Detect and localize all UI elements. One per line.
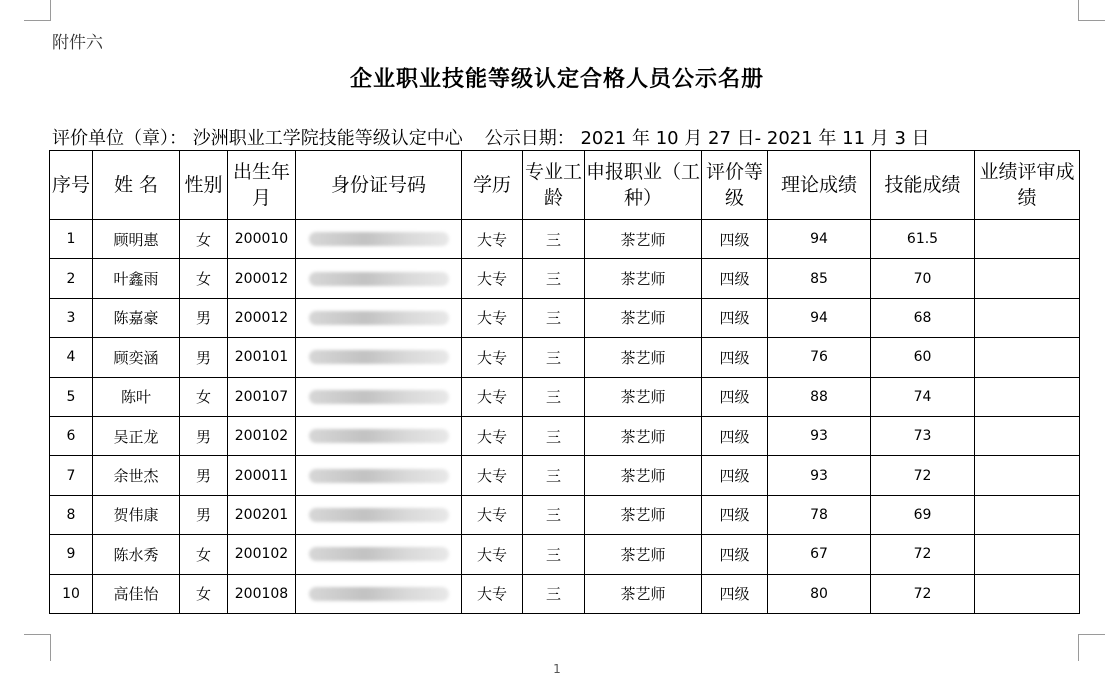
cell-gender-text: 男 xyxy=(195,427,211,446)
cell-work-years-text: 三 xyxy=(545,585,561,604)
cell-number-text: 10 xyxy=(62,585,80,602)
cell-occupation xyxy=(585,220,702,259)
roster-table xyxy=(49,150,1080,614)
cell-birth-text: 200102 xyxy=(234,546,289,563)
table-row xyxy=(50,338,1080,377)
cell-birth xyxy=(228,456,296,495)
cell-skill-score xyxy=(871,456,975,495)
cell-level xyxy=(702,535,768,574)
cell-name-text: 陈嘉豪 xyxy=(113,309,159,328)
cell-theory-score-text: 76 xyxy=(810,349,828,366)
cell-number-text: 3 xyxy=(66,309,76,326)
cell-name-text: 陈水秀 xyxy=(113,545,159,564)
cell-review-score xyxy=(975,416,1080,455)
cell-birth xyxy=(228,535,296,574)
cell-number-text: 7 xyxy=(66,467,76,484)
cell-number xyxy=(50,495,93,534)
cell-gender-text: 女 xyxy=(195,230,211,249)
cell-gender-text: 女 xyxy=(195,585,211,604)
cell-education xyxy=(462,220,523,259)
header-row xyxy=(50,151,1080,220)
cell-skill-score-text: 69 xyxy=(913,506,932,523)
cell-occupation xyxy=(585,259,702,298)
cell-occupation-text: 茶艺师 xyxy=(620,270,666,289)
cell-id-redacted xyxy=(296,574,462,613)
cell-id-redacted xyxy=(296,259,462,298)
cell-skill-score xyxy=(871,338,975,377)
cell-skill-score xyxy=(871,574,975,613)
cell-level xyxy=(702,338,768,377)
cell-skill-score-text: 72 xyxy=(913,585,932,602)
cell-education-text: 大专 xyxy=(476,348,507,367)
cell-birth xyxy=(228,259,296,298)
cell-number-text: 9 xyxy=(66,546,76,563)
page-number: 1 xyxy=(553,662,561,676)
cell-work-years-text: 三 xyxy=(545,467,561,486)
cell-name xyxy=(93,456,180,495)
table-row xyxy=(50,298,1080,337)
cell-work-years-text: 三 xyxy=(545,230,561,249)
cell-theory-score xyxy=(768,220,871,259)
cell-id-redacted xyxy=(296,298,462,337)
cell-review-score xyxy=(975,220,1080,259)
corner-mark-bottom-right xyxy=(1078,634,1105,661)
table-row xyxy=(50,416,1080,455)
cell-level-text: 四级 xyxy=(719,545,750,564)
cell-education-text: 大专 xyxy=(476,230,507,249)
column-header: 身份证号码 xyxy=(296,151,462,220)
cell-level xyxy=(702,495,768,534)
cell-name-text: 贺伟康 xyxy=(113,506,159,525)
cell-id-redacted xyxy=(296,377,462,416)
publish-date: 公示日期： 2021 年 10 月 27 日- 2021 年 11 月 3 日 xyxy=(484,128,930,149)
cell-skill-score-text: 61.5 xyxy=(906,231,939,248)
column-header: 性别 xyxy=(180,151,228,220)
cell-review-score xyxy=(975,338,1080,377)
column-header: 序号 xyxy=(50,151,93,220)
cell-level xyxy=(702,574,768,613)
cell-theory-score xyxy=(768,259,871,298)
cell-id-redacted xyxy=(296,220,462,259)
cell-work-years-text: 三 xyxy=(545,427,561,446)
cell-level-text: 四级 xyxy=(719,506,750,525)
cell-education xyxy=(462,377,523,416)
cell-birth xyxy=(228,220,296,259)
cell-occupation xyxy=(585,338,702,377)
cell-name xyxy=(93,338,180,377)
cell-gender xyxy=(180,495,228,534)
cell-level-text: 四级 xyxy=(719,388,750,407)
cell-occupation-text: 茶艺师 xyxy=(620,230,666,249)
cell-education-text: 大专 xyxy=(476,585,507,604)
cell-occupation-text: 茶艺师 xyxy=(620,585,666,604)
redacted-id-blur xyxy=(309,272,449,286)
cell-gender xyxy=(180,574,228,613)
cell-number-text: 8 xyxy=(66,506,76,523)
cell-gender-text: 男 xyxy=(195,506,211,525)
cell-birth-text: 200201 xyxy=(234,506,289,523)
cell-name-text: 叶鑫雨 xyxy=(113,270,159,289)
cell-occupation xyxy=(585,495,702,534)
cell-level-text: 四级 xyxy=(719,467,750,486)
cell-work-years-text: 三 xyxy=(545,506,561,525)
table-row xyxy=(50,259,1080,298)
cell-work-years xyxy=(523,535,585,574)
cell-name xyxy=(93,495,180,534)
redacted-id-blur xyxy=(309,311,449,325)
cell-name xyxy=(93,377,180,416)
table-row xyxy=(50,456,1080,495)
cell-birth-text: 200107 xyxy=(234,388,289,405)
cell-gender-text: 女 xyxy=(195,545,211,564)
corner-mark-bottom-left xyxy=(24,634,51,661)
cell-theory-score-text: 93 xyxy=(810,428,828,445)
table-row xyxy=(50,535,1080,574)
cell-number xyxy=(50,456,93,495)
cell-review-score xyxy=(975,377,1080,416)
cell-gender xyxy=(180,298,228,337)
redacted-id-blur xyxy=(309,232,449,246)
column-header: 学历 xyxy=(462,151,523,220)
cell-skill-score-text: 72 xyxy=(913,467,932,484)
cell-work-years xyxy=(523,259,585,298)
cell-number xyxy=(50,338,93,377)
cell-gender-text: 男 xyxy=(195,467,211,486)
cell-level-text: 四级 xyxy=(719,270,750,289)
cell-gender-text: 女 xyxy=(195,270,211,289)
redacted-id-blur xyxy=(309,429,449,443)
cell-number-text: 1 xyxy=(66,231,76,248)
column-header: 理论成绩 xyxy=(768,151,871,220)
cell-gender xyxy=(180,220,228,259)
cell-gender-text: 女 xyxy=(195,388,211,407)
cell-birth-text: 200010 xyxy=(234,231,289,248)
cell-number-text: 6 xyxy=(66,428,76,445)
cell-gender xyxy=(180,259,228,298)
cell-occupation-text: 茶艺师 xyxy=(620,309,666,328)
cell-education xyxy=(462,259,523,298)
cell-name xyxy=(93,535,180,574)
cell-gender xyxy=(180,416,228,455)
cell-work-years xyxy=(523,456,585,495)
cell-level xyxy=(702,298,768,337)
cell-birth-text: 200011 xyxy=(234,467,289,484)
cell-review-score xyxy=(975,495,1080,534)
cell-occupation xyxy=(585,574,702,613)
cell-number xyxy=(50,535,93,574)
cell-skill-score-text: 74 xyxy=(913,388,932,405)
redacted-id-blur xyxy=(309,350,449,364)
cell-number xyxy=(50,220,93,259)
cell-education-text: 大专 xyxy=(476,545,507,564)
cell-work-years xyxy=(523,338,585,377)
cell-theory-score-text: 93 xyxy=(810,467,828,484)
cell-theory-score xyxy=(768,495,871,534)
annex-label: 附件六 xyxy=(52,33,103,53)
cell-level-text: 四级 xyxy=(719,309,750,328)
cell-work-years-text: 三 xyxy=(545,388,561,407)
cell-name xyxy=(93,416,180,455)
column-header: 出生年月 xyxy=(228,151,296,220)
cell-occupation-text: 茶艺师 xyxy=(620,348,666,367)
cell-theory-score xyxy=(768,574,871,613)
cell-occupation xyxy=(585,377,702,416)
cell-level xyxy=(702,456,768,495)
cell-work-years xyxy=(523,377,585,416)
cell-level xyxy=(702,377,768,416)
cell-birth xyxy=(228,495,296,534)
cell-review-score xyxy=(975,535,1080,574)
cell-work-years-text: 三 xyxy=(545,348,561,367)
table-row xyxy=(50,495,1080,534)
cell-education xyxy=(462,338,523,377)
cell-name-text: 顾明惠 xyxy=(113,230,159,249)
cell-name-text: 余世杰 xyxy=(113,467,159,486)
cell-gender xyxy=(180,338,228,377)
cell-occupation-text: 茶艺师 xyxy=(620,388,666,407)
cell-skill-score xyxy=(871,377,975,416)
redacted-id-blur xyxy=(309,587,449,601)
cell-level-text: 四级 xyxy=(719,585,750,604)
cell-name-text: 顾奕涵 xyxy=(113,348,159,367)
cell-review-score xyxy=(975,574,1080,613)
cell-birth xyxy=(228,298,296,337)
cell-occupation xyxy=(585,535,702,574)
cell-number xyxy=(50,416,93,455)
cell-name xyxy=(93,220,180,259)
cell-theory-score-text: 67 xyxy=(810,546,828,563)
cell-name-text: 吴正龙 xyxy=(113,427,159,446)
cell-skill-score xyxy=(871,259,975,298)
cell-number xyxy=(50,574,93,613)
redacted-id-blur xyxy=(309,390,449,404)
cell-gender-text: 男 xyxy=(195,309,211,328)
cell-review-score xyxy=(975,298,1080,337)
cell-birth-text: 200012 xyxy=(234,270,289,287)
cell-skill-score xyxy=(871,495,975,534)
cell-id-redacted xyxy=(296,416,462,455)
cell-skill-score xyxy=(871,416,975,455)
column-header: 专业工龄 xyxy=(523,151,585,220)
cell-theory-score-text: 94 xyxy=(810,309,828,326)
cell-birth xyxy=(228,377,296,416)
cell-theory-score xyxy=(768,338,871,377)
cell-theory-score-text: 78 xyxy=(810,506,828,523)
cell-number xyxy=(50,259,93,298)
cell-theory-score xyxy=(768,535,871,574)
column-header: 技能成绩 xyxy=(871,151,975,220)
column-header: 姓 名 xyxy=(93,151,180,220)
cell-skill-score xyxy=(871,220,975,259)
cell-level-text: 四级 xyxy=(719,230,750,249)
cell-work-years-text: 三 xyxy=(545,270,561,289)
document-title: 企业职业技能等级认定合格人员公示名册 xyxy=(349,67,764,92)
issuer-line xyxy=(52,124,952,150)
cell-work-years xyxy=(523,298,585,337)
cell-education-text: 大专 xyxy=(476,467,507,486)
cell-id-redacted xyxy=(296,535,462,574)
cell-id-redacted xyxy=(296,456,462,495)
column-header: 评价等级 xyxy=(702,151,768,220)
cell-occupation xyxy=(585,298,702,337)
cell-name-text: 陈叶 xyxy=(120,388,151,407)
cell-gender-text: 男 xyxy=(195,348,211,367)
cell-education xyxy=(462,495,523,534)
cell-education-text: 大专 xyxy=(476,506,507,525)
cell-theory-score-text: 85 xyxy=(810,270,828,287)
cell-skill-score-text: 70 xyxy=(913,270,932,287)
cell-education-text: 大专 xyxy=(476,309,507,328)
cell-work-years-text: 三 xyxy=(545,309,561,328)
issuer-unit: 评价单位（章）： 沙洲职业工学院技能等级认定中心 xyxy=(52,128,463,149)
redacted-id-blur xyxy=(309,469,449,483)
cell-education xyxy=(462,535,523,574)
cell-education xyxy=(462,298,523,337)
cell-theory-score xyxy=(768,377,871,416)
cell-work-years xyxy=(523,574,585,613)
redacted-id-blur xyxy=(309,508,449,522)
cell-occupation-text: 茶艺师 xyxy=(620,545,666,564)
cell-education-text: 大专 xyxy=(476,427,507,446)
cell-level xyxy=(702,259,768,298)
cell-name xyxy=(93,259,180,298)
cell-number xyxy=(50,377,93,416)
cell-birth-text: 200102 xyxy=(234,428,289,445)
cell-skill-score xyxy=(871,535,975,574)
cell-number xyxy=(50,298,93,337)
cell-gender xyxy=(180,377,228,416)
cell-skill-score-text: 72 xyxy=(913,546,932,563)
cell-skill-score xyxy=(871,298,975,337)
cell-id-redacted xyxy=(296,495,462,534)
cell-birth-text: 200101 xyxy=(234,349,289,366)
cell-birth-text: 200012 xyxy=(234,309,289,326)
cell-theory-score xyxy=(768,298,871,337)
cell-level xyxy=(702,416,768,455)
cell-number-text: 4 xyxy=(66,349,76,366)
cell-number-text: 5 xyxy=(66,388,76,405)
cell-theory-score-text: 80 xyxy=(810,585,828,602)
table-row xyxy=(50,377,1080,416)
cell-work-years xyxy=(523,416,585,455)
cell-gender xyxy=(180,456,228,495)
cell-education xyxy=(462,456,523,495)
corner-mark-top-right xyxy=(1078,0,1105,21)
cell-education xyxy=(462,416,523,455)
cell-theory-score-text: 94 xyxy=(810,231,828,248)
cell-birth xyxy=(228,338,296,377)
corner-mark-top-left xyxy=(24,0,51,21)
redacted-id-blur xyxy=(309,547,449,561)
table-row xyxy=(50,220,1080,259)
cell-id-redacted xyxy=(296,338,462,377)
cell-level xyxy=(702,220,768,259)
cell-skill-score-text: 60 xyxy=(913,349,932,366)
cell-occupation xyxy=(585,456,702,495)
cell-occupation-text: 茶艺师 xyxy=(620,427,666,446)
cell-skill-score-text: 68 xyxy=(913,309,932,326)
cell-occupation-text: 茶艺师 xyxy=(620,506,666,525)
column-header: 申报职业（工种） xyxy=(585,151,702,220)
cell-theory-score xyxy=(768,456,871,495)
table-row xyxy=(50,574,1080,613)
cell-education-text: 大专 xyxy=(476,388,507,407)
cell-theory-score xyxy=(768,416,871,455)
cell-work-years xyxy=(523,220,585,259)
cell-level-text: 四级 xyxy=(719,348,750,367)
cell-review-score xyxy=(975,259,1080,298)
cell-birth xyxy=(228,416,296,455)
cell-occupation xyxy=(585,416,702,455)
cell-review-score xyxy=(975,456,1080,495)
cell-work-years xyxy=(523,495,585,534)
column-header: 业绩评审成绩 xyxy=(975,151,1080,220)
cell-birth-text: 200108 xyxy=(234,585,289,602)
cell-name xyxy=(93,574,180,613)
cell-gender xyxy=(180,535,228,574)
cell-work-years-text: 三 xyxy=(545,545,561,564)
cell-name-text: 高佳怡 xyxy=(113,585,159,604)
cell-occupation-text: 茶艺师 xyxy=(620,467,666,486)
cell-education xyxy=(462,574,523,613)
cell-birth xyxy=(228,574,296,613)
cell-number-text: 2 xyxy=(66,270,76,287)
cell-theory-score-text: 88 xyxy=(810,388,828,405)
cell-name xyxy=(93,298,180,337)
cell-skill-score-text: 73 xyxy=(913,428,932,445)
cell-education-text: 大专 xyxy=(476,270,507,289)
cell-level-text: 四级 xyxy=(719,427,750,446)
